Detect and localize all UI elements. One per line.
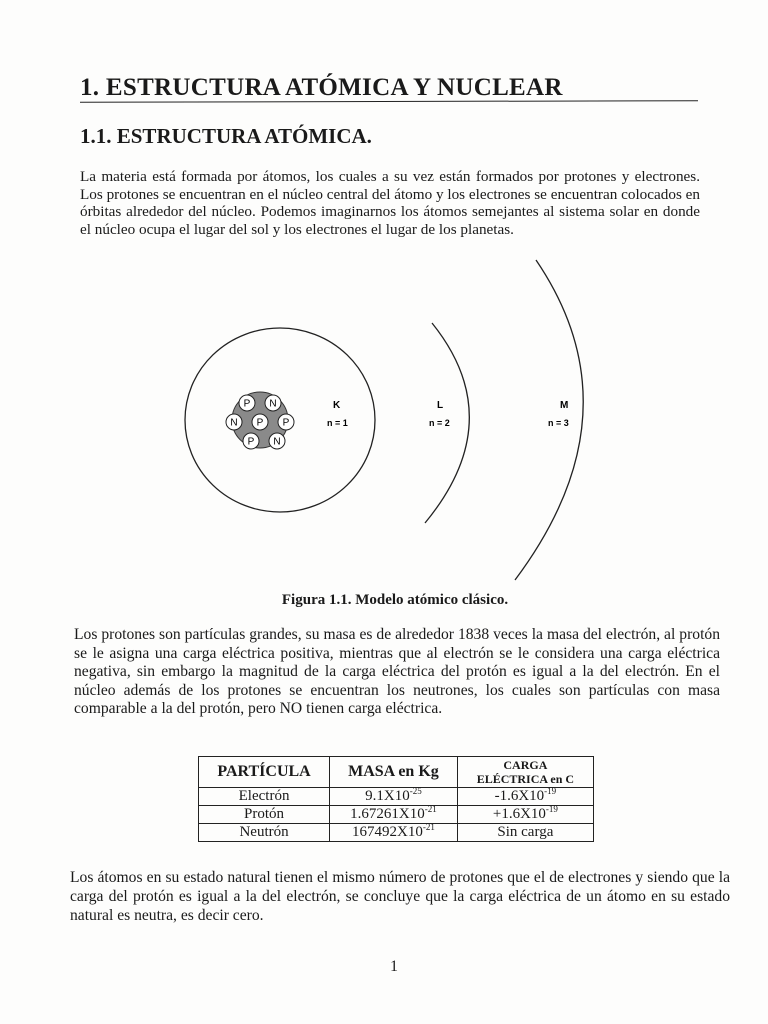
nucleon-label: P [243,398,251,410]
intro-paragraph: La materia está formada por átomos, los cuales a su vez están formados por protones y electrones. Los protones se encuentran en el núcleo central del átomo y los electrones se encuentran colocados en órbitas alrededor del núcleo. Podemos imaginarnos los átomos semejantes al sistema solar en donde el núcleo ocupa el lugar del sol y los electrones el lugar de los planetas. [80,168,700,238]
table-row [199,824,594,842]
cell-charge [457,806,593,824]
conclusion-paragraph: Los átomos en su estado natural tienen el mismo número de protones que el de electrones y siendo que la carga del protón es igual a la del electrón, se concluye que la carga eléctrica de un átomo en su estado natural es neutra, es decir cero. [70,869,730,924]
particles-paragraph: Los protones son partículas grandes, su masa es de alrededor 1838 veces la masa del electrón, al protón se le asigna una carga eléctrica positiva, mientras que al electrón se le considera una carga eléctrica negativa, sin embargo la magnitud de la carga eléctrica del protón es igual a la del electrón. En el núcleo además de los protones se encuentran los neutrones, los cuales son partículas con masa comparable a la del protón, pero NO tienen carga eléctrica. [74,626,720,718]
table-row [199,806,594,824]
nucleon-label: N [230,417,238,429]
mass-base: 167492X10 [352,824,423,840]
shell-label-l: L [437,400,444,411]
table-header-row [199,757,594,788]
header-charge-line2: ELÉCTRICA en C [476,772,575,786]
cell-particle: Protón [199,806,330,824]
cell-mass [330,788,458,806]
cell-charge [457,788,593,806]
particles-table [198,756,594,842]
nucleon-label: P [256,417,264,429]
title-underline [80,100,698,103]
table-row [199,788,594,806]
charge-base: -1.6X10 [494,788,545,804]
header-mass: MASA en Kg [330,757,458,788]
chapter-title: 1. ESTRUCTURA ATÓMICA Y NUCLEAR [80,74,563,101]
charge-exp: -19 [544,786,557,796]
charge-base: +1.6X10 [492,806,546,822]
header-particle: PARTÍCULA [199,757,330,788]
mass-exp: -25 [409,786,422,796]
section-title: 1.1. ESTRUCTURA ATÓMICA. [80,124,372,148]
mass-base: 1.67261X10 [350,806,425,822]
mass-base: 9.1X10 [365,788,410,804]
charge-exp: -19 [545,804,558,814]
mass-exp: -21 [422,822,435,832]
atomic-model-diagram [170,258,610,588]
shell-label-k: K [333,400,341,411]
cell-particle: Electrón [199,788,330,806]
header-charge [457,757,593,788]
page-number: 1 [390,958,398,975]
shell-n-k: n = 1 [327,418,348,428]
nucleon-label: P [282,417,290,429]
shell-label-m: M [560,400,569,411]
header-charge-line1: CARGA [503,758,548,772]
cell-particle: Neutrón [199,824,330,842]
cell-mass [330,824,458,842]
mass-exp: -21 [424,804,437,814]
figure-caption: Figura 1.1. Modelo atómico clásico. [281,592,509,608]
cell-mass [330,806,458,824]
nucleon-label: N [273,436,281,448]
nucleon-label: P [247,436,255,448]
cell-charge [457,824,593,842]
nucleon-label: N [269,398,277,410]
shell-n-m: n = 3 [548,418,569,428]
shell-n-l: n = 2 [429,418,450,428]
charge-base: Sin carga [497,824,554,840]
